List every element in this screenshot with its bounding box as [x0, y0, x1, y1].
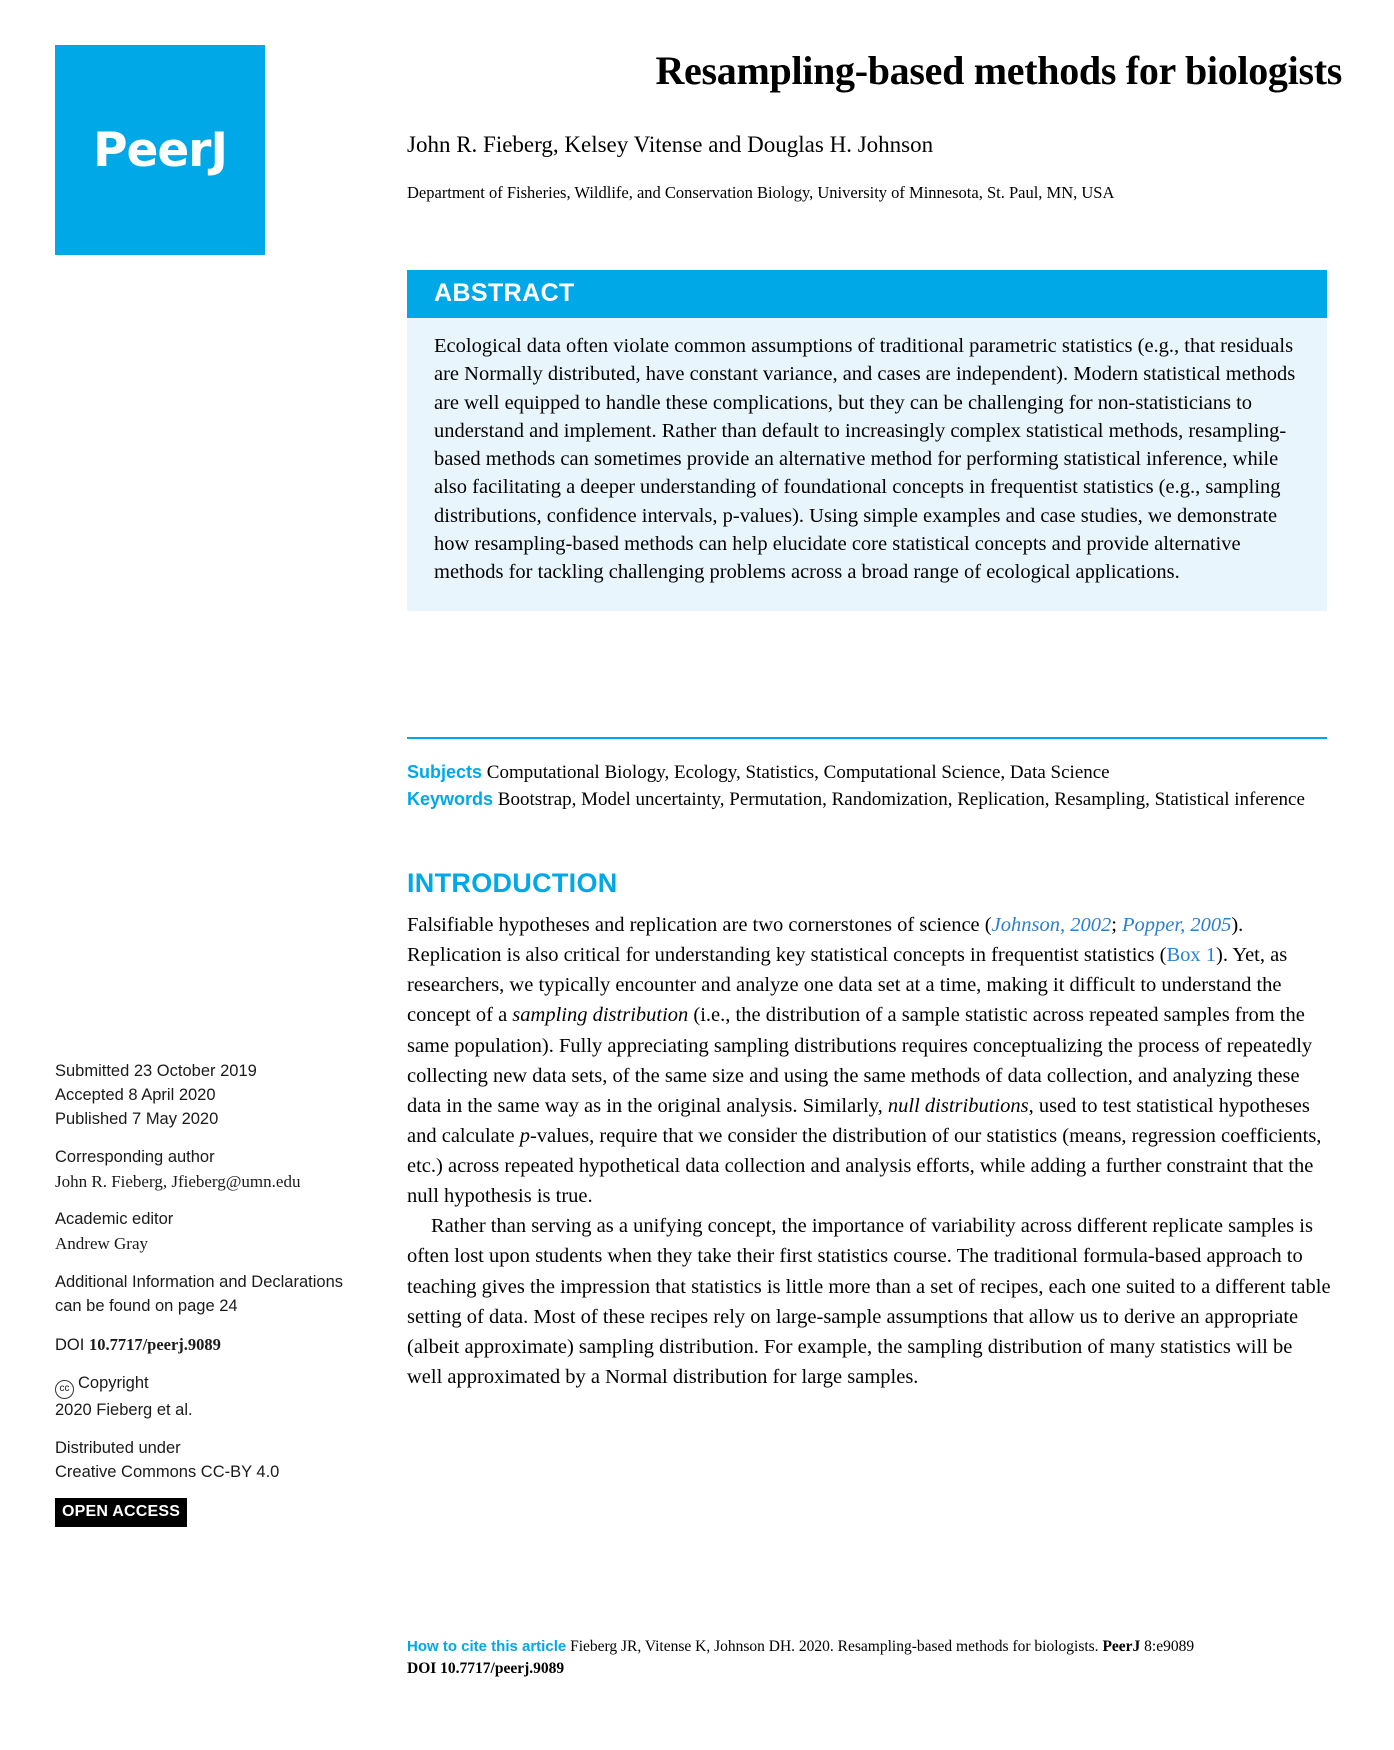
corresponding-author-value[interactable]: John R. Fieberg, Jfieberg@umn.edu [55, 1171, 301, 1191]
section-body-introduction [407, 910, 1332, 1392]
subjects-keywords [407, 760, 1332, 814]
para1-b: ; [1111, 914, 1123, 936]
academic-editor-block [55, 1208, 345, 1257]
peerj-logo [55, 45, 265, 255]
sidebar-metadata [55, 1060, 345, 1527]
para1-d: ). Yet, as researchers, we typically encounter and analyze one data set at a time, making it difficult to understand the concept of a [407, 944, 1288, 1027]
citation-journal: PeerJ [1102, 1638, 1141, 1655]
abstract-body: Ecological data often violate common assumptions of traditional parametric statistics (e.g., that residuals are Normally distributed, have constant variance, and cases are independent). Modern statistical methods are well equipped to handle these complications, but they can be challenging for non-statisticians to understand and implement. Rather than default to increasingly complex statistical methods, resampling-based methods can sometimes provide an alternative method for performing statistical inference, while also facilitating a deeper understanding of foundational concepts in frequentist statistics (e.g., sampling distributions, confidence intervals, p-values). Using simple examples and case studies, we demonstrate how resampling-based methods can help elucidate core statistical concepts and provide alternative methods for tackling challenging problems across a broad range of ecological applications. [434, 335, 1296, 584]
copyright-value: 2020 Fieberg et al. [55, 1400, 193, 1419]
corresponding-author-block [55, 1146, 345, 1195]
copyright-label: Copyright [78, 1373, 149, 1392]
para1-g: -values, require that we consider the distribution of our statistics (means, regression coefficients, etc.) across repeated hypothetical data collection and analysis efforts, while adding a further constraint that the null hypothesis is true. [407, 1124, 1322, 1208]
author-list: John R. Fieberg, Kelsey Vitense and Douglas H. Johnson [407, 132, 934, 157]
doi-block [55, 1333, 345, 1358]
accepted-date: Accepted 8 April 2020 [55, 1085, 216, 1104]
keywords-value: Bootstrap, Model uncertainty, Permutation, Randomization, Replication, Resampling, Statistical inference [497, 788, 1305, 810]
footer-doi-label: DOI [407, 1660, 437, 1678]
paragraph-1 [407, 910, 1332, 1211]
para1-italic-sampling-distribution: sampling distribution [512, 1004, 689, 1027]
creative-commons-icon: cc [55, 1380, 74, 1399]
how-to-cite-label: How to cite this article [407, 1638, 567, 1655]
para1-a: Falsifiable hypotheses and replication are two cornerstones of science ( [407, 914, 992, 936]
copyright-block [55, 1372, 345, 1423]
para1-italic-null-distributions: null distributions [887, 1094, 1029, 1117]
footer-doi-line [407, 1658, 1332, 1680]
submitted-date: Submitted 23 October 2019 [55, 1062, 257, 1080]
citation-journal-ref: 8:e9089 [1140, 1638, 1195, 1655]
corresponding-author-label: Corresponding author [55, 1147, 215, 1166]
how-to-cite-footer [407, 1636, 1332, 1681]
copyright-line [55, 1372, 345, 1399]
box1-link[interactable]: Box 1 [1166, 944, 1217, 967]
subjects-label: Subjects [407, 762, 483, 782]
abstract-section [407, 270, 1327, 611]
citation-text: Fieberg JR, Vitense K, Johnson DH. 2020. Resampling-based methods for biologists. [570, 1638, 1103, 1655]
section-heading-introduction: INTRODUCTION [407, 868, 618, 898]
citation-link-popper[interactable]: Popper, 2005 [1122, 914, 1232, 936]
license-line-2[interactable]: Creative Commons CC-BY 4.0 [55, 1462, 280, 1481]
citation-link-johnson[interactable]: Johnson, 2002 [991, 914, 1112, 936]
published-date: Published 7 May 2020 [55, 1109, 219, 1128]
para1-e: (i.e., the distribution of a sample statistic across repeated samples from the same population). Fully appreciating sampling distributions requires conceptualizing the process of repeatedly collecting new data sets, of the same size and using the same methods of data collection, and analyzing these data in the same way as in the original analysis. Similarly, [407, 1004, 1313, 1117]
open-access-badge: OPEN ACCESS [55, 1498, 187, 1526]
additional-information: Additional Information and Declarations can be found on page 24 [55, 1272, 344, 1315]
license-line-1: Distributed under [55, 1438, 181, 1457]
doi-value[interactable]: 10.7717/peerj.9089 [88, 1334, 221, 1354]
peerj-logo-text: PeerJ [93, 122, 227, 178]
academic-editor-label: Academic editor [55, 1210, 174, 1229]
subjects-value: Computational Biology, Ecology, Statistics, Computational Science, Data Science [486, 762, 1110, 783]
para1-f: , used to test statistical hypotheses and calculate [407, 1094, 1310, 1147]
license-block [55, 1437, 345, 1485]
dates-block [55, 1060, 345, 1132]
paragraph-2: Rather than serving as a unifying concept, the importance of variability across different replicate samples is often lost upon students when they take their first statistics course. The traditional formula-based approach to teaching gives the impression that statistics is little more than a set of recipes, each one suited to a different table setting of data. Most of these recipes rely on large-sample assumptions that allow us to derive an appropriate (albeit approximate) sampling distribution. For example, the sampling distribution of many statistics will be well approximated by a Normal distribution for large samples. [407, 1215, 1331, 1388]
open-access-badge-wrap [55, 1498, 345, 1526]
para1-c: ). Replication is also critical for understanding key statistical concepts in frequentist statistics ( [407, 914, 1244, 967]
abstract-heading: ABSTRACT [407, 270, 1327, 318]
doi-label: DOI [55, 1335, 85, 1354]
para1-italic-p: p [519, 1124, 530, 1147]
academic-editor-value: Andrew Gray [55, 1234, 148, 1254]
divider-rule [407, 737, 1327, 739]
keywords-label: Keywords [407, 788, 494, 809]
affiliation: Department of Fisheries, Wildlife, and Conservation Biology, University of Minnesota, St. Paul, MN, USA [407, 183, 1115, 202]
footer-doi-value[interactable]: 10.7717/peerj.9089 [440, 1660, 565, 1678]
page-title: Resampling-based methods for biologists [655, 48, 1342, 93]
